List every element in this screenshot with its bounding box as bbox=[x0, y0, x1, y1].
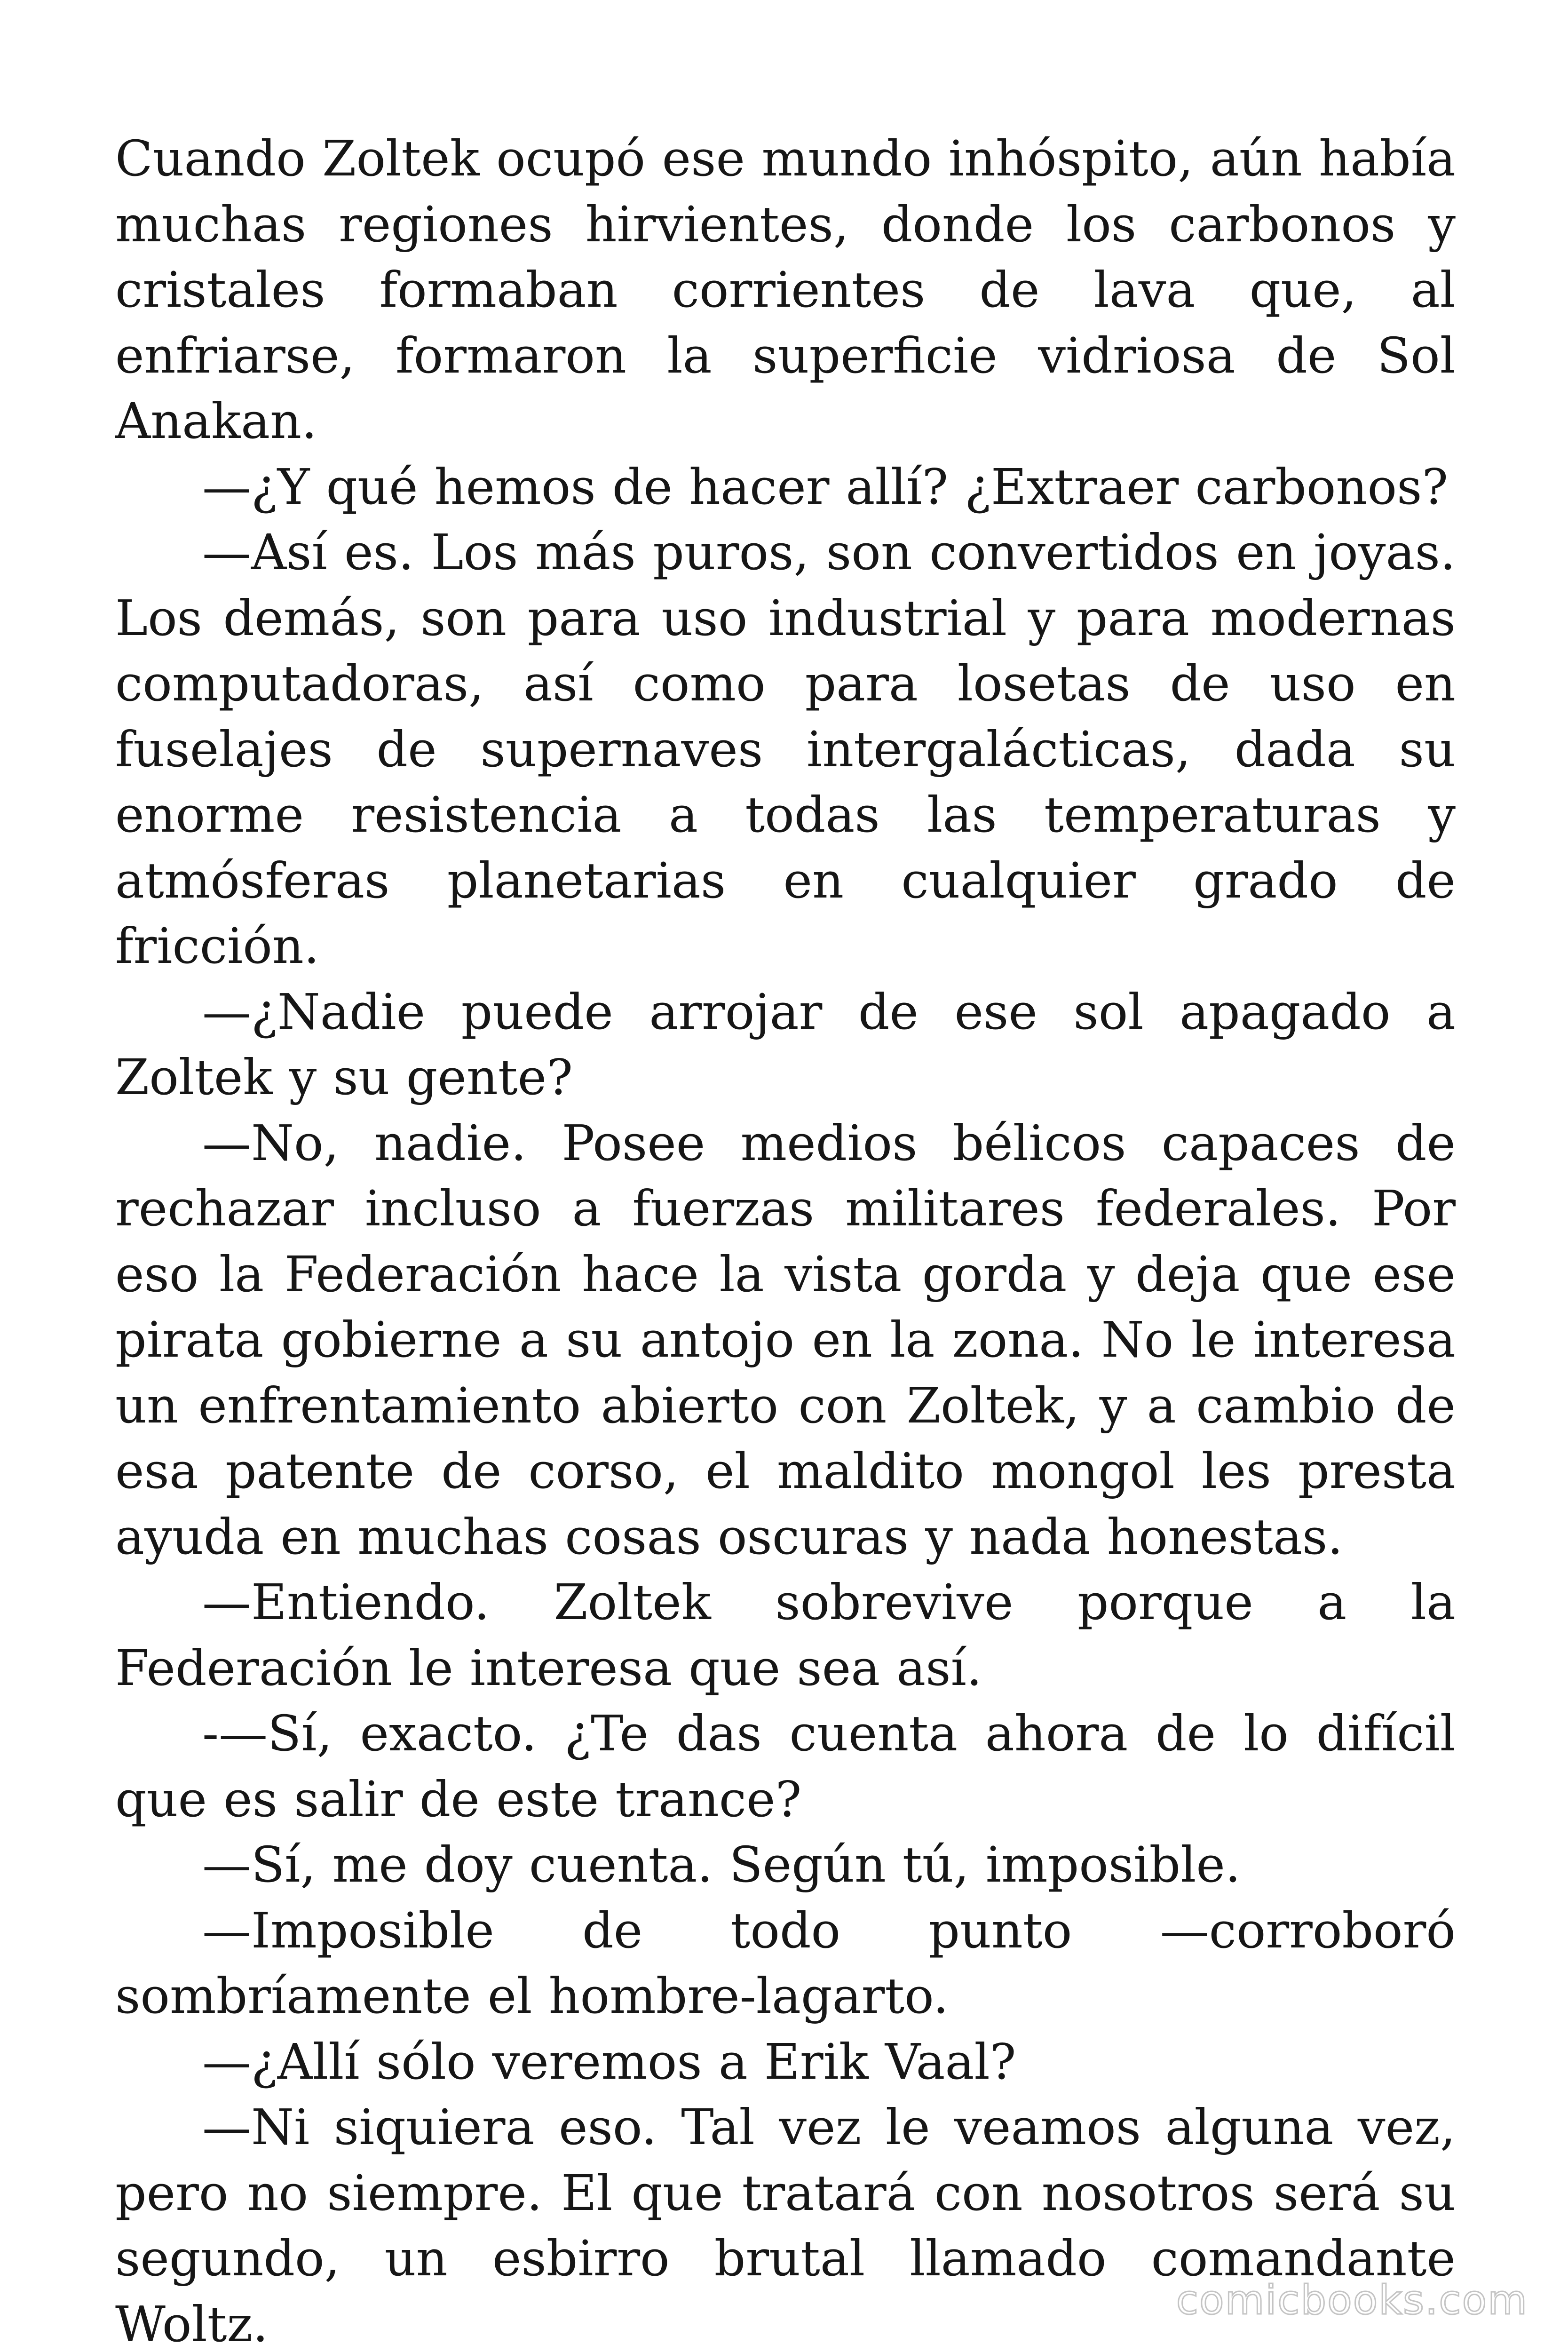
paragraph-9: —Imposible de todo punto —corroboró sombríamente el hombre-lagarto. bbox=[115, 1901, 1456, 2025]
paragraph-3: —Así es. Los más puros, son convertidos en joyas. Los demás, son para uso industrial y para modernas computadoras, así como para losetas de uso en fuselajes de supernaves intergalácticas, dada su enorme resistencia a todas las temperaturas y atmósferas planetarias en cualquier grado de fricción. bbox=[115, 524, 1456, 975]
paragraph-6: —Entiendo. Zoltek sobrevive porque a la Federación le interesa que sea así. bbox=[115, 1573, 1456, 1697]
paragraph-5: —No, nadie. Posee medios bélicos capaces de rechazar incluso a fuerzas militares federales. Por eso la Federación hace la vista gorda y deja que ese pirata gobierne a su antojo en la zona. No le interesa un enfrentamiento abierto con Zoltek, y a cambio de esa patente de corso, el maldito mongol les presta ayuda en muchas cosas oscuras y nada honestas. bbox=[115, 1114, 1456, 1565]
paragraph-4: —¿Nadie puede arrojar de ese sol apagado a Zoltek y su gente? bbox=[115, 983, 1456, 1106]
paragraph-2: —¿Y qué hemos de hacer allí? ¿Extraer carbonos? bbox=[202, 458, 1449, 516]
paragraph-11: —Ni siquiera eso. Tal vez le veamos alguna vez, pero no siempre. El que tratará con nosotros será su segundo, un esbirro brutal llamado comandante Woltz. bbox=[115, 2098, 1456, 2352]
paragraph-1: Cuando Zoltek ocupó ese mundo inhóspito, aún había muchas regiones hirvientes, donde los carbonos y cristales formaban corrientes de lava que, al enfriarse, formaron la superficie vidriosa de Sol Anakan. bbox=[115, 130, 1456, 450]
paragraph-7: -—Sí, exacto. ¿Te das cuenta ahora de lo difícil que es salir de este trance? bbox=[115, 1705, 1456, 1828]
paragraph-10: —¿Allí sólo veremos a Erik Vaal? bbox=[202, 2033, 1016, 2090]
watermark-logo: comicbooks.com bbox=[1176, 2277, 1528, 2324]
paragraph-8: —Sí, me doy cuenta. Según tú, imposible. bbox=[202, 1836, 1241, 1893]
page-text bbox=[115, 126, 1456, 2352]
